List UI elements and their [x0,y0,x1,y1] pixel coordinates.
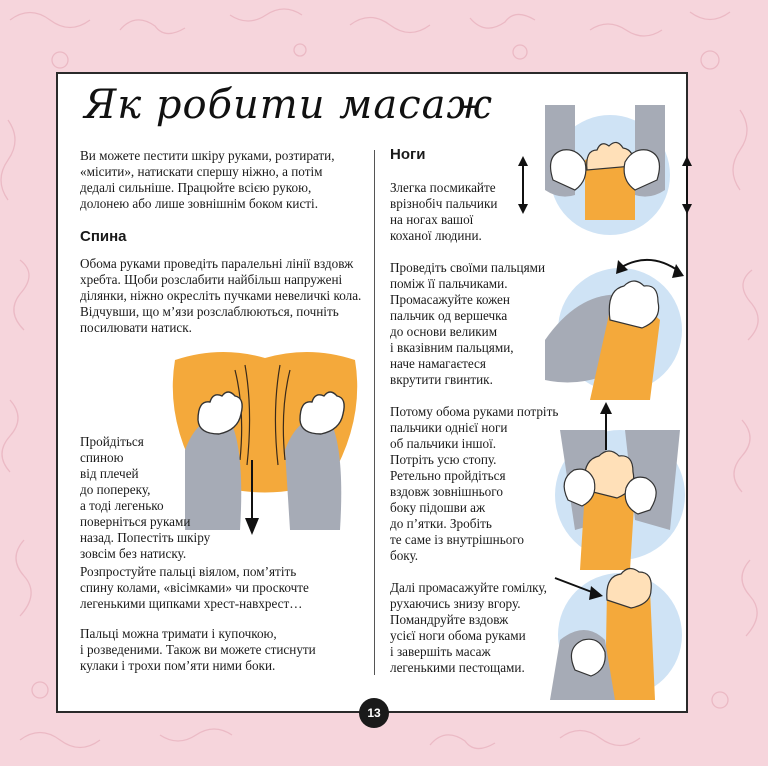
section-heading-back: Спина [80,228,127,245]
calf-massage-illustration [545,560,690,700]
back-paragraph-1: Обома руками проведіть паралельні лінії вздовж хребта. Щоби розслабити найбільш напружені ділянки, ніжно окресліть пучками невеличкі кола. Відчувши, що м’язи розслаблюються, почніть посилювати натиск. [80,256,362,335]
back-paragraph-2: Пройдіться спиною від плечей до попереку, а тоді легенько поверніться руками назад. Попестіть шкіру зовсім без натиску. [80,434,211,561]
section-heading-legs: Ноги [390,146,426,163]
rub-feet-illustration [540,400,690,570]
column-divider [374,150,375,675]
legs-paragraph-4: Далі промасажуйте гомілку, рухаючись знизу вгору. Помандруйте вздовж усієї ноги обома руками і завершіть масаж легенькими пестощами. [390,580,547,675]
intro-text: Ви можете пестити шкіру руками, розтирати, «місити», натискати спершу ніжно, а потім дедалі сильніше. Працюйте всією рукою, долонею або лише зовнішнім боком кисті. [80,148,335,211]
between-toes-illustration [540,250,690,400]
legs-paragraph-1: Злегка посмикайте врізнобіч пальчики на ногах вашої коханої людини. [390,180,498,243]
legs-paragraph-2: Проведіть своїми пальцями поміж її пальчиками. Промасажуйте кожен пальчик од вершечка до основи великим і вказівним пальцями, наче намагаєтеся вкрутити гвинтик. [390,260,546,387]
toe-wiggle-illustration [515,100,695,250]
page-title: Як робити масаж [84,82,493,128]
page-number: 13 [359,698,389,728]
back-paragraph-3: Розпростуйте пальці віялом, пом’ятіть спину колами, «вісімками» чи проскочте легенькими щипками хрест-навхрест… [80,564,309,611]
legs-paragraph-3: Потому обома руками потріть пальчики однієї ноги об пальчики іншої. Потріть усю стопу. Ретельно пройдіться вздовж зовнішнього боку підошви аж до п’ятки. Зробіть те саме із внутрішнього боку. [390,404,559,563]
back-paragraph-4: Пальці можна тримати і купочкою, і розведеними. Також ви можете стиснути кулаки і трохи пом’яти ними боки. [80,626,316,673]
